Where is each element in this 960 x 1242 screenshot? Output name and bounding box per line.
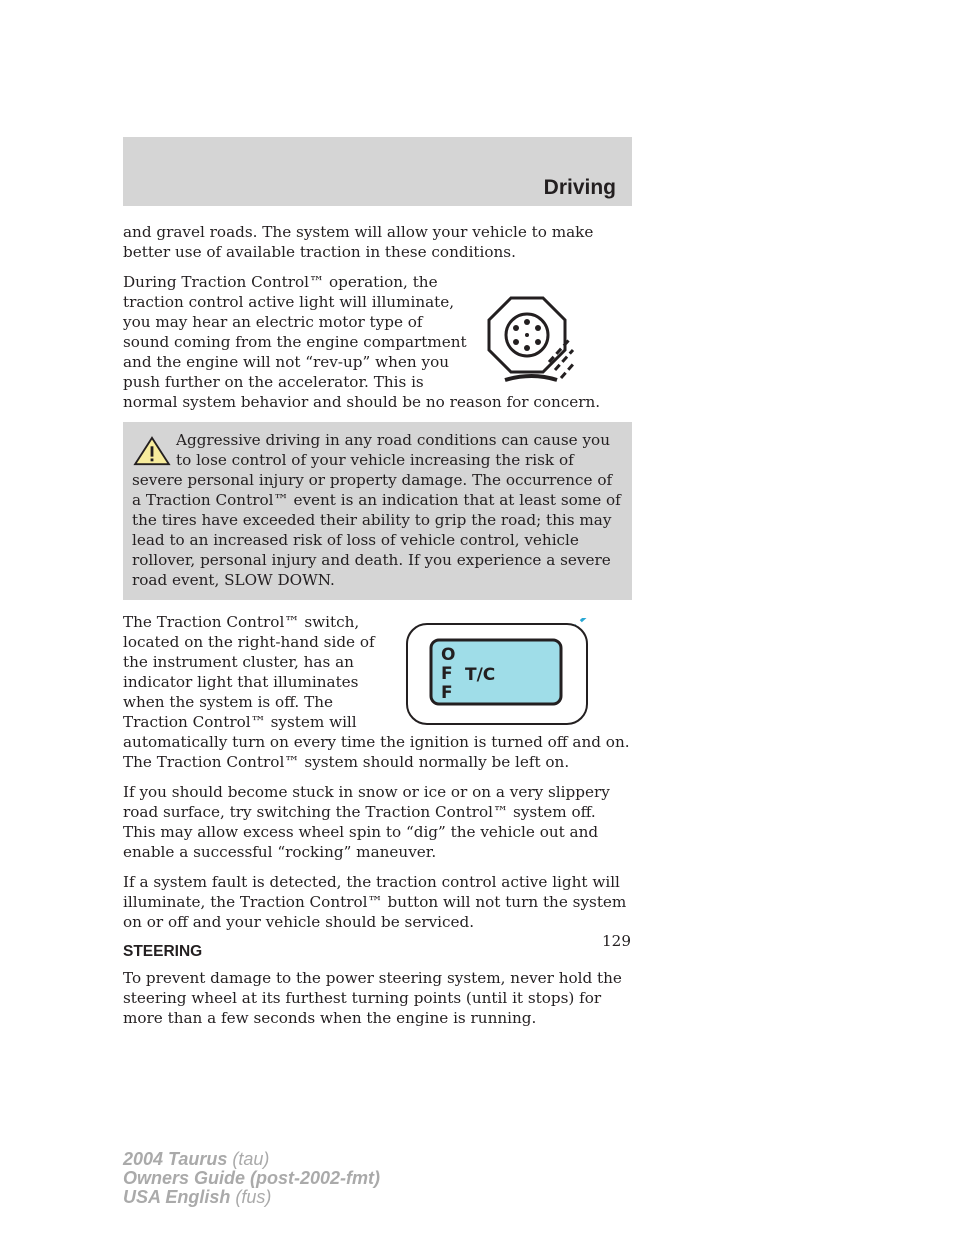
section-heading-steering: STEERING: [123, 943, 203, 960]
warning-triangle-icon: [132, 436, 172, 466]
traction-control-active-icon: [477, 292, 577, 392]
document-footer: [123, 1150, 380, 1207]
section-header-band: [123, 137, 632, 206]
paragraph: The Traction Control™ switch, located on the right-hand side of the instrument cluster, has an indicator light that illuminates when the system is off. The Traction Control™ system will automatically turn on every time the ignition is turned off and on. The Traction Control™ system should normally be left on.: [123, 613, 630, 771]
paragraph: and gravel roads. The system will allow your vehicle to make better use of available traction in these conditions.: [123, 223, 594, 261]
off-letter-o: O: [441, 645, 456, 665]
paragraph: If a system fault is detected, the traction control active light will illuminate, the Traction Control™ button will not turn the system on or off and your vehicle should be serviced.: [123, 873, 627, 931]
warning-box: [123, 422, 632, 600]
footer-language: USA English: [123, 1187, 231, 1207]
off-letter-f2: F: [441, 683, 453, 703]
section-title: Driving: [543, 176, 616, 199]
paragraph: If you should become stuck in snow or ice or on a very slippery road surface, try switching the Traction Control™ system off. This may allow excess wheel spin to “dig” the vehicle out and enable a successful “rocking” maneuver.: [123, 783, 610, 861]
footer-guide: Owners Guide (post-2002-fmt): [123, 1168, 381, 1188]
warning-text: Aggressive driving in any road conditions can cause you to lose control of your vehicle increasing the risk of severe personal injury or property damage. The occurrence of a Traction Control™ event is an indication that at least some of the tires have exceeded their ability to grip the road; this may lead to an increased risk of loss of vehicle control, vehicle rollover, personal injury and death. If you experience a severe road event, SLOW DOWN.: [132, 431, 621, 589]
paragraph: To prevent damage to the power steering system, never hold the steering wheel at its furthest turning points (until it stops) for more than a few seconds when the engine is running.: [123, 969, 622, 1027]
footer-line-3: [123, 1188, 380, 1207]
traction-control-switch-illustration: [403, 618, 603, 728]
off-letter-f1: F: [441, 664, 453, 684]
footer-line-2: [123, 1169, 380, 1188]
footer-model-code: (tau): [232, 1149, 270, 1169]
page-number: 129: [602, 932, 631, 950]
paragraph: During Traction Control™ operation, the traction control active light will illuminate, you may hear an electric motor type of sound coming from the engine compartment and the engine will not “rev-up” when you push further on the accelerator. This is normal system behavior and should be no reason for concern.: [123, 273, 601, 411]
footer-language-code: (fus): [235, 1187, 272, 1207]
footer-line-1: [123, 1150, 380, 1169]
tc-label: T/C: [465, 665, 496, 685]
footer-model: 2004 Taurus: [123, 1149, 228, 1169]
page-content: [123, 222, 632, 1038]
